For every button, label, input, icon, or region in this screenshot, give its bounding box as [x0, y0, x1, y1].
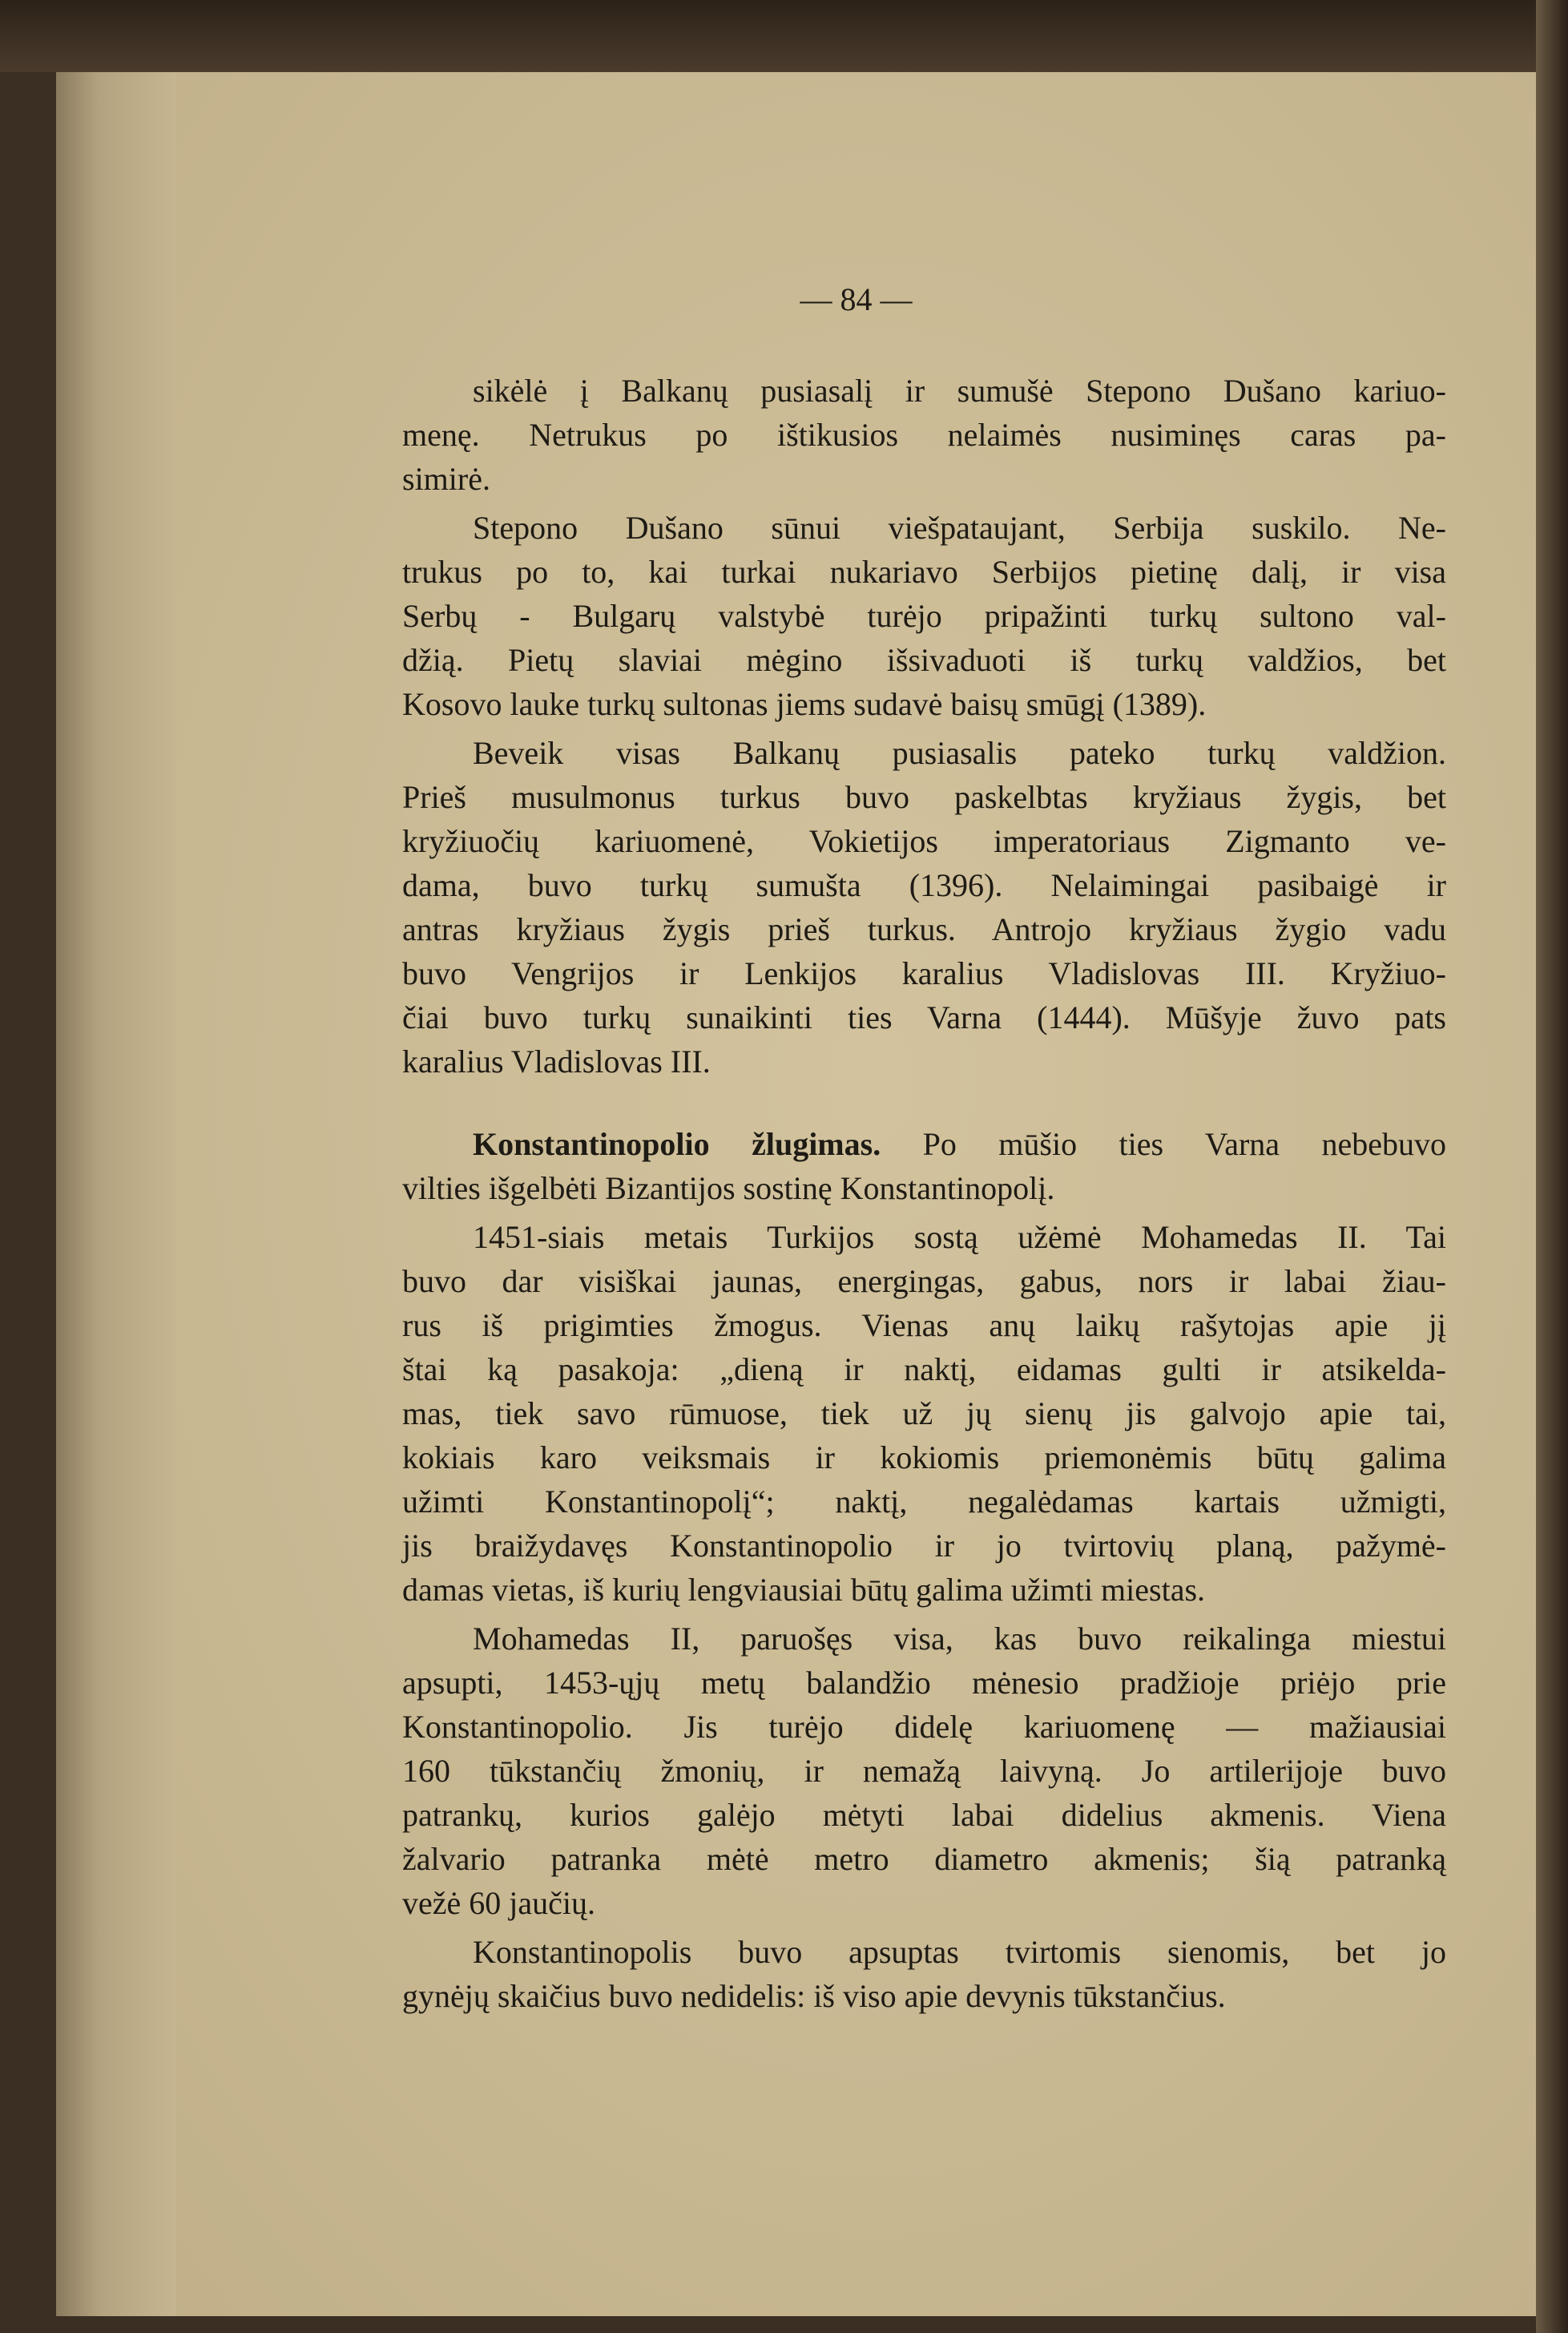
page-number: — 84 —: [800, 281, 913, 317]
text-line: kryžiuočių kariuomenė, Vokietijos imperatoriaus Zigmanto ve-: [402, 823, 1446, 859]
text-line: jis braižydavęs Konstantinopolio ir jo tvirtovių planą, pažymė-: [402, 1528, 1446, 1564]
text-line: simirė.: [402, 461, 490, 497]
text-line: 1451-siais metais Turkijos sostą užėmė Mohamedas II. Tai: [473, 1219, 1446, 1255]
text-line: Kosovo lauke turkų sultonas jiems sudavė baisų smūgį (1389).: [402, 686, 1207, 722]
scan-right-edge: [1536, 0, 1568, 2333]
paragraph: [402, 731, 1446, 1084]
text-line: buvo dar visiškai jaunas, energingas, gabus, nors ir labai žiau-: [402, 1263, 1446, 1299]
text-line: mas, tiek savo rūmuose, tiek už jų sienų jis galvojo apie tai,: [402, 1395, 1446, 1431]
text-line: sikėlė į Balkanų pusiasalį ir sumušė Stepono Dušano kariuo-: [473, 373, 1446, 409]
scan-top-edge: [0, 0, 1568, 72]
text-line: Konstantinopolis buvo apsuptas tvirtomis sienomis, bet jo: [473, 1934, 1446, 1970]
text-line: 160 tūkstančių žmonių, ir nemažą laivyną. Jo artilerijoje buvo: [402, 1753, 1446, 1789]
text-line: buvo Vengrijos ir Lenkijos karalius Vladislovas III. Kryžiuo-: [402, 955, 1446, 991]
text-line: menę. Netrukus po ištikusios nelaimės nusiminęs caras pa-: [402, 417, 1446, 453]
text-line: patrankų, kurios galėjo mėtyti labai didelius akmenis. Viena: [402, 1797, 1446, 1833]
text-line: antras kryžiaus žygis prieš turkus. Antrojo kryžiaus žygio vadu: [402, 911, 1446, 947]
text-line: karalius Vladislovas III.: [402, 1043, 711, 1080]
text-line: damas vietas, iš kurių lengviausiai būtų galima užimti miestas.: [402, 1572, 1206, 1608]
body-text: [402, 369, 1446, 2023]
text-line: apsupti, 1453-ųjų metų balandžio mėnesio pradžioje priėjo prie: [402, 1665, 1446, 1701]
text-line: žalvario patranka mėtė metro diametro akmenis; šią patranką: [402, 1841, 1446, 1877]
paragraph: [402, 369, 1446, 501]
text-line: Prieš musulmonus turkus buvo paskelbtas kryžiaus žygis, bet: [402, 779, 1446, 815]
paragraph: [402, 1215, 1446, 1612]
text-line: vežė 60 jaučių.: [402, 1885, 595, 1921]
paragraph: [402, 1122, 1446, 1210]
page-gutter: [56, 72, 176, 2316]
text-line: [402, 1122, 1446, 1166]
paragraph: [402, 506, 1446, 726]
paragraph: [402, 1930, 1446, 2018]
paragraph: [402, 1617, 1446, 1925]
section-title: Konstantinopolio žlugimas.: [473, 1126, 881, 1162]
text-line: štai ką pasakoja: „dieną ir naktį, eidamas gulti ir atsikelda-: [402, 1351, 1446, 1387]
text-line: Stepono Dušano sūnui viešpataujant, Serbija suskilo. Ne-: [473, 510, 1446, 546]
text-line: Serbų - Bulgarų valstybė turėjo pripažinti turkų sultono val-: [402, 598, 1446, 634]
text-line: čiai buvo turkų sunaikinti ties Varna (1444). Mūšyje žuvo pats: [402, 999, 1446, 1035]
text-line: džią. Pietų slaviai mėgino išsivaduoti iš turkų valdžios, bet: [402, 642, 1446, 678]
text-run: Po mūšio ties Varna nebebuvo: [881, 1126, 1446, 1162]
text-line: kokiais karo veiksmais ir kokiomis priemonėmis būtų galima: [402, 1439, 1446, 1475]
text-line: gynėjų skaičius buvo nedidelis: iš viso apie devynis tūkstančius.: [402, 1978, 1226, 2014]
text-line: Konstantinopolio. Jis turėjo didelę kariuomenę — mažiausiai: [402, 1709, 1446, 1745]
text-line: dama, buvo turkų sumušta (1396). Nelaimingai pasibaigė ir: [402, 867, 1446, 903]
text-line: vilties išgelbėti Bizantijos sostinę Konstantinopolį.: [402, 1170, 1055, 1206]
text-line: rus iš prigimties žmogus. Vienas anų laikų rašytojas apie jį: [402, 1307, 1446, 1343]
text-line: Beveik visas Balkanų pusiasalis pateko turkų valdžion.: [473, 735, 1446, 771]
text-line: trukus po to, kai turkai nukariavo Serbijos pietinę dalį, ir visa: [402, 554, 1446, 590]
text-line: užimti Konstantinopolį“; naktį, negalėdamas kartais užmigti,: [402, 1483, 1446, 1520]
text-line: Mohamedas II, paruošęs visa, kas buvo reikalinga miestui: [473, 1621, 1446, 1657]
